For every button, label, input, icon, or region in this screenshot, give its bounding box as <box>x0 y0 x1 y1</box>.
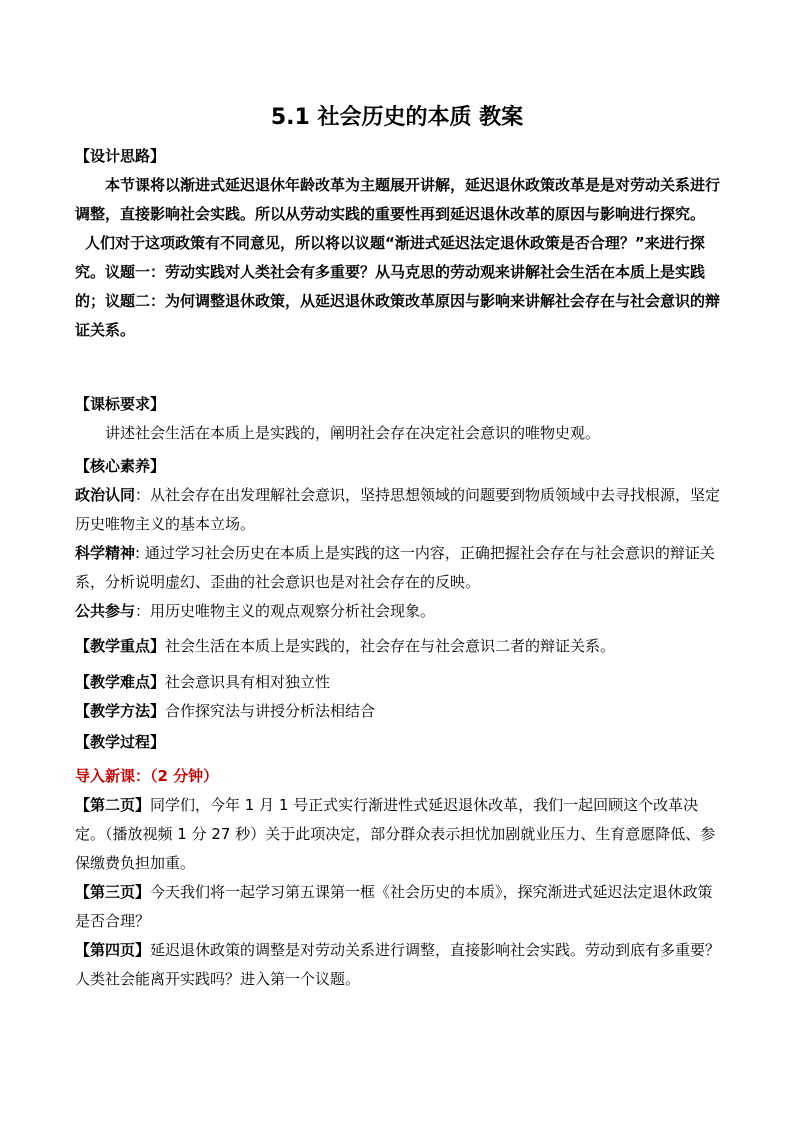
design-section <box>75 142 727 345</box>
literacy-sep: ： <box>135 486 151 504</box>
literacy-text: 从社会存在出发理解社会意识，坚持思想领域的问题要到物质领域中去寻找根源，坚定历史唯物主义的基本立场。 <box>75 486 721 533</box>
page-label: 【第二页】 <box>75 796 151 814</box>
design-paragraph-1: 本节课将以渐进式延迟退休年龄改革为主题展开讲解，延迟退休政策改革是是对劳动关系进行调整，直接影响社会实践。所以从劳动实践的重要性再到延迟退休改革的原因与影响进行探究。 <box>75 176 721 223</box>
page-label: 【第四页】 <box>75 941 151 959</box>
page-title: 5.1 社会历史的本质 教案 <box>270 105 524 130</box>
intro-section <box>75 762 727 994</box>
page-text: 今天我们将一起学习第五课第一框《社会历史的本质》，探究渐进式延迟法定退休政策是否合理？ <box>75 883 713 930</box>
standard-section <box>75 390 727 448</box>
standard-text: 讲述社会生活在本质上是实践的，阐明社会存在决定社会意识的唯物史观。 <box>105 424 601 442</box>
page-item <box>75 878 727 936</box>
standard-heading: 【课标要求】 <box>75 395 166 413</box>
key-point-line <box>75 632 727 661</box>
difficulty-text: 社会意识具有相对独立性 <box>165 673 331 691</box>
intro-heading: 导入新课：（2 分钟） <box>75 767 219 785</box>
difficulty-line <box>75 668 727 697</box>
key-point-section <box>75 632 727 661</box>
method-text: 合作探究法与讲授分析法相结合 <box>165 702 376 720</box>
method-heading: 【教学方法】 <box>75 702 166 720</box>
page-label: 【第三页】 <box>75 883 151 901</box>
design-heading: 【设计思路】 <box>75 147 166 165</box>
literacy-item-political <box>75 481 727 539</box>
literacy-text: 用历史唯物主义的观点观察分析社会现象。 <box>150 602 436 620</box>
design-paragraph-2: 人们对于这项政策有不同意见，所以将以议题“渐进式延迟法定退休政策是否合理？”来进行探究。议题一：劳动实践对人类社会有多重要？从马克思的劳动观来讲解社会生活在本质上是实践的；议题二：为何调整退休政策，从延迟退休政策改革原因与影响来讲解社会存在与社会意识的辩证关系。 <box>75 234 721 339</box>
difficulty-heading: 【教学难点】 <box>75 673 166 691</box>
literacy-section <box>75 452 727 626</box>
literacy-label: 公共参与 <box>75 602 136 620</box>
literacy-sep: : <box>135 544 145 562</box>
literacy-heading: 【核心素养】 <box>75 457 166 475</box>
process-section <box>75 728 727 757</box>
key-point-heading: 【教学重点】 <box>75 637 166 655</box>
literacy-sep: ： <box>135 602 151 620</box>
literacy-label: 政治认同 <box>75 486 136 504</box>
literacy-text: 通过学习社会历史在本质上是实践的这一内容，正确把握社会存在与社会意识的辩证关系，分析说明虚幻、歪曲的社会意识也是对社会存在的反映。 <box>75 544 715 591</box>
literacy-item-science <box>75 539 727 597</box>
literacy-item-public <box>75 597 727 626</box>
key-point-text: 社会生活在本质上是实践的，社会存在与社会意识二者的辩证关系。 <box>165 637 616 655</box>
page-item <box>75 936 727 994</box>
process-heading: 【教学过程】 <box>75 733 166 751</box>
literacy-label: 科学精神 <box>75 544 136 562</box>
page-text: 同学们，今年 1 月 1 号正式实行渐进性式延迟退休改革，我们一起回顾这个改革决定。（播放视频 1 分 27 秒）关于此项决定，部分群众表示担忧加剧就业压力、生育意愿降低、参保缴费负担加重。 <box>75 796 716 872</box>
page-item <box>75 791 727 878</box>
difficulty-method-section <box>75 668 727 726</box>
method-line <box>75 697 727 726</box>
page-text: 延迟退休政策的调整是对劳动关系进行调整，直接影响社会实践。劳动到底有多重要？人类社会能离开实践吗？进入第一个议题。 <box>75 941 721 988</box>
